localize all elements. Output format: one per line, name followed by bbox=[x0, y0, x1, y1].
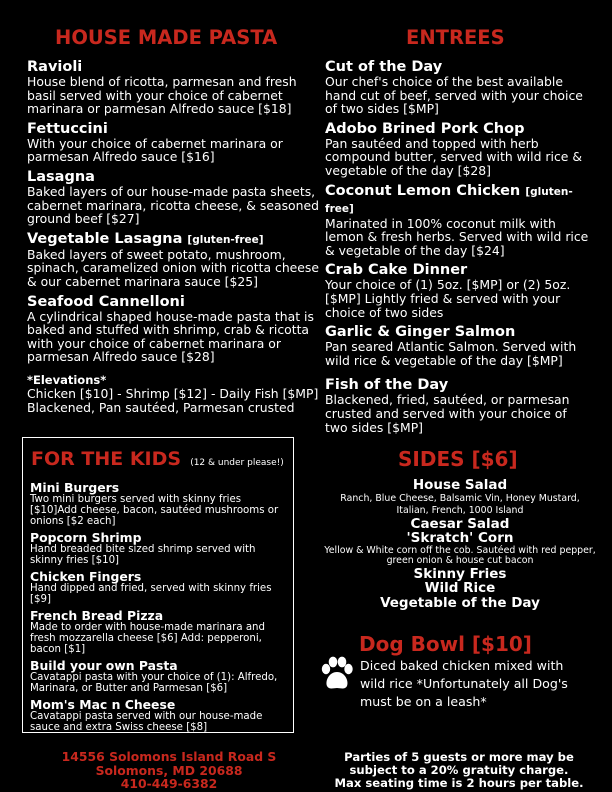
menu-item bbox=[27, 231, 319, 289]
gluten-free-tag: [gluten-free] bbox=[325, 185, 573, 215]
item-desc: Baked layers of sweet potato, mushroom, spinach, caramelized onion with ricotta cheese & our cabernet marinara sauce [$25] bbox=[27, 246, 319, 289]
item-name: Build your own Pasta bbox=[30, 658, 178, 673]
dog-bowl-desc: Diced baked chicken mixed with wild rice *Unfortunately all Dog's must be on a leash* bbox=[360, 658, 568, 709]
item-desc: Hand dipped and fried, served with skinny fries [$9] bbox=[30, 583, 272, 605]
side-item: Caesar Salad bbox=[410, 515, 510, 532]
item-desc: A cylindrical shaped house-made pasta that is baked and stuffed with shrimp, crab & ricotta with your choice of cabernet marinara or parmesan Alfredo sauce [$28] bbox=[27, 308, 314, 365]
kids-item bbox=[30, 698, 290, 733]
item-desc: Pan sautéed and topped with herb compound butter, served with wild rice & vegetable of the day [$28] bbox=[325, 135, 583, 178]
item-desc: Made to order with house-made marinara and fresh mozzarella cheese [$6] Add: pepperoni, bacon [$1] bbox=[30, 622, 265, 655]
side-item: Vegetable of the Day bbox=[380, 594, 540, 611]
item-desc: Two mini burgers served with skinny fries [$10]Add cheese, bacon, sautéed mushrooms or onions [$2 each] bbox=[30, 494, 279, 527]
menu-item bbox=[325, 183, 590, 258]
gluten-free-tag: [gluten-free] bbox=[187, 233, 264, 246]
item-desc: Marinated in 100% coconut milk with lemon & fresh herbs. Served with wild rice & vegetable of the day [$24] bbox=[325, 215, 589, 258]
side-item: House Salad bbox=[412, 477, 508, 493]
paw-toe bbox=[329, 657, 338, 668]
item-name: Fettuccini bbox=[27, 120, 108, 137]
side-desc: Yellow & White corn off the cob. Sautéed with red pepper, green onion & house cut bacon bbox=[324, 544, 596, 567]
elevations-title: *Elevations* bbox=[27, 372, 107, 387]
note-line: Max seating time is 2 hours per table. bbox=[334, 776, 584, 790]
menu-item bbox=[27, 294, 319, 364]
elevations-line: Blackened, Pan sautéed, Parmesan crusted bbox=[27, 399, 295, 415]
item-desc: Hand breaded bite sized shrimp served with skinny fries [$10] bbox=[30, 544, 256, 566]
item-desc: Your choice of (1) 5oz. [$MP] or (2) 5oz. [$MP] Lightly fried & served with your choice of two sides bbox=[325, 277, 571, 320]
item-desc: Blackened, fried, sautéed, or parmesan crusted and served with your choice of two sides [$MP] bbox=[325, 392, 570, 435]
item-name: Mom's Mac n Cheese bbox=[30, 697, 176, 712]
menu-item bbox=[27, 169, 319, 226]
kids-list bbox=[30, 481, 290, 737]
item-name: Popcorn Shrimp bbox=[30, 530, 142, 545]
kids-item bbox=[30, 570, 290, 605]
phone: 410-449-6382 bbox=[120, 776, 218, 791]
paw-toe bbox=[322, 664, 330, 674]
paw-pad bbox=[326, 672, 347, 689]
item-desc: House blend of ricotta, parmesan and fresh basil served with your choice of cabernet marinara or parmesan Alfredo sauce [$18] bbox=[27, 74, 297, 117]
side-item: 'Skratch' Corn bbox=[406, 530, 514, 547]
elevations bbox=[27, 373, 319, 414]
kids-header bbox=[31, 448, 284, 470]
entrees-list bbox=[325, 59, 590, 439]
item-name: Seafood Cannelloni bbox=[27, 293, 185, 310]
entrees-heading: ENTREES bbox=[406, 26, 505, 49]
pasta-list bbox=[27, 59, 319, 414]
item-desc: Cavatappi pasta with your choice of (1): Alfredo, Marinara, or Butter and Parmesan [$6] bbox=[30, 672, 278, 694]
item-name: Mini Burgers bbox=[30, 480, 120, 495]
pasta-heading: HOUSE MADE PASTA bbox=[55, 26, 278, 49]
kids-box bbox=[22, 437, 294, 733]
menu-item bbox=[27, 121, 319, 164]
item-name: Vegetable Lasagna bbox=[27, 230, 183, 247]
paw-toe bbox=[344, 664, 352, 674]
kids-item bbox=[30, 481, 290, 527]
item-desc: Pan seared Atlantic Salmon. Served with wild rice & vegetable of the day [$MP] bbox=[325, 339, 577, 368]
note-line: subject to a 20% gratuity charge. bbox=[349, 763, 569, 777]
item-name: Garlic & Ginger Salmon bbox=[325, 324, 516, 341]
item-name: Adobo Brined Pork Chop bbox=[325, 120, 525, 137]
menu-item bbox=[325, 377, 590, 434]
address-line: Solomons, MD 20688 bbox=[95, 762, 243, 778]
menu-item bbox=[325, 59, 590, 116]
item-desc: Cavatappi pasta served with our house-made sauce and extra Swiss cheese [$8] bbox=[30, 711, 263, 733]
item-name: Fish of the Day bbox=[325, 377, 449, 394]
paw-toe bbox=[338, 657, 347, 668]
kids-heading: FOR THE KIDS bbox=[31, 448, 182, 470]
note-line: Parties of 5 guests or more may be bbox=[344, 750, 574, 764]
item-name: Coconut Lemon Chicken bbox=[325, 182, 521, 199]
menu-item bbox=[325, 262, 590, 319]
dog-bowl-heading: Dog Bowl [$10] bbox=[359, 632, 532, 656]
item-desc: Baked layers of our house-made pasta sheets, cabernet marinara, ricotta cheese, & seasoned ground beef [$27] bbox=[27, 183, 319, 227]
side-item: Skinny Fries bbox=[413, 565, 507, 582]
item-name-row bbox=[325, 183, 590, 217]
item-name: Crab Cake Dinner bbox=[325, 262, 468, 279]
gratuity-note bbox=[318, 751, 600, 790]
kids-subtitle: (12 & under please!) bbox=[190, 458, 284, 468]
menu-item bbox=[27, 59, 319, 116]
item-name: Ravioli bbox=[27, 59, 83, 75]
item-desc: Our chef's choice of the best available hand cut of beef, served with your choice of two sides [$MP] bbox=[325, 74, 583, 117]
sides-list bbox=[322, 478, 598, 610]
address bbox=[40, 750, 298, 791]
item-name-row bbox=[27, 231, 319, 248]
kids-item bbox=[30, 609, 290, 655]
sides-heading: SIDES [$6] bbox=[398, 447, 518, 471]
side-desc: Ranch, Blue Cheese, Balsamic Vin, Honey Mustard, Italian, French, 1000 Island bbox=[340, 492, 580, 516]
item-name: Chicken Fingers bbox=[30, 569, 142, 584]
kids-item bbox=[30, 531, 290, 566]
item-name: Cut of the Day bbox=[325, 59, 443, 75]
item-desc: With your choice of cabernet marinara or parmesan Alfredo sauce [$16] bbox=[27, 135, 283, 165]
item-name: French Bread Pizza bbox=[30, 608, 164, 623]
side-item: Wild Rice bbox=[424, 580, 496, 597]
kids-item bbox=[30, 659, 290, 694]
menu-item bbox=[325, 121, 590, 178]
item-name: Lasagna bbox=[27, 168, 95, 185]
menu-item bbox=[325, 324, 590, 367]
elevations-line: Chicken [$10] - Shrimp [$12] - Daily Fish [$MP] bbox=[27, 385, 319, 401]
paw-icon bbox=[316, 654, 356, 694]
address-line: 14556 Solomons Island Road S bbox=[61, 749, 277, 764]
